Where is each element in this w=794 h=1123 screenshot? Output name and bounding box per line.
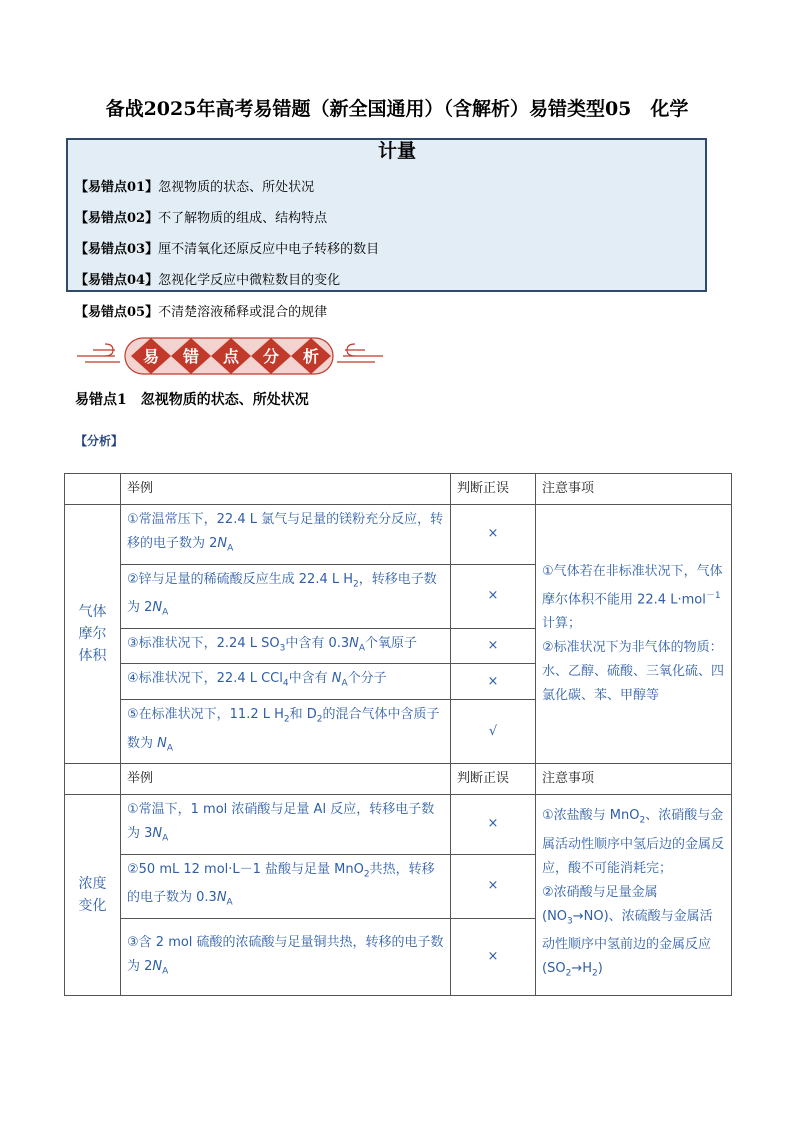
- header-note: 注意事项: [536, 764, 732, 795]
- header-example: 举例: [121, 474, 451, 505]
- example-cell: ④标准状况下，22.4 L CCl$_4$中含有 $N_A$个分子: [121, 664, 451, 700]
- banner-char-3: 点: [222, 347, 240, 366]
- example-cell: ①常温常压下，22.4 L 氯气与足量的镁粉充分反应，转移的电子数为 $2N_A$: [121, 505, 451, 565]
- note-cell-gas: ①气体若在非标准状况下，气体摩尔体积不能用 22.4 L·mol$^{-1}$计算； ②标准状况下为非气体的物质：水、乙醇、硫酸、三氧化硫、四氯化碳、苯、甲醇等: [536, 505, 732, 764]
- example-cell: ①常温下，1 mol 浓硝酸与足量 Al 反应，转移电子数为 $3N_A$: [121, 795, 451, 855]
- judge-cell: ×: [451, 505, 536, 565]
- example-cell: ②锌与足量的稀硫酸反应生成 22.4 L $H_2$，转移电子数为 $2N_A$: [121, 564, 451, 628]
- header-judge: 判断正误: [451, 764, 536, 795]
- table-header-row: [65, 764, 732, 795]
- table-row: [65, 505, 732, 565]
- table-row: [65, 795, 732, 855]
- section-title: 易错点1 忽视物质的状态、所处状况: [75, 392, 309, 408]
- banner-char-5: 析: [302, 347, 320, 366]
- analysis-label: 【分析】: [75, 434, 124, 448]
- error-point-5: 【易错点05】不清楚溶液稀释或混合的规律: [75, 305, 328, 320]
- judge-cell: √: [451, 699, 536, 763]
- example-cell: ⑤在标准状况下，11.2 L $H_2$和 $D_2$的混合气体中含质子数为 $N_A$: [121, 699, 451, 763]
- analysis-table: [64, 473, 732, 996]
- error-point-4: 【易错点04】忽视化学反应中微粒数目的变化: [75, 273, 341, 288]
- header-example: 举例: [121, 764, 451, 795]
- analysis-banner: [75, 334, 385, 378]
- banner-char-2: 错: [182, 347, 200, 366]
- judge-cell: ×: [451, 664, 536, 700]
- judge-cell: ×: [451, 854, 536, 918]
- judge-cell: ×: [451, 628, 536, 664]
- example-cell: ③含 2 mol 硫酸的浓硫酸与足量铜共热，转移的电子数为 $2N_A$: [121, 918, 451, 995]
- error-point-2: 【易错点02】不了解物质的组成、结构特点: [75, 211, 328, 226]
- error-point-3: 【易错点03】厘不清氧化还原反应中电子转移的数目: [75, 242, 380, 257]
- table-header-row: [65, 474, 732, 505]
- header-judge: 判断正误: [451, 474, 536, 505]
- category-gas-molar-volume: 气体 摩尔 体积: [65, 505, 121, 764]
- category-concentration-change: 浓度 变化: [65, 795, 121, 996]
- error-point-1: 【易错点01】忽视物质的状态、所处状况: [75, 180, 315, 195]
- header-note: 注意事项: [536, 474, 732, 505]
- example-cell: ③标准状况下，2.24 L $SO_3$中含有 $0.3N_A$个氧原子: [121, 628, 451, 664]
- judge-cell: ×: [451, 918, 536, 995]
- document-title-continued: 计量: [377, 140, 416, 162]
- judge-cell: ×: [451, 795, 536, 855]
- judge-cell: ×: [451, 564, 536, 628]
- banner-char-4: 分: [262, 347, 280, 366]
- note-cell-concentration: ①浓盐酸与 MnO$_2$、浓硝酸与金属活动性顺序中氢后边的金属反应，酸不可能消耗完； ②浓硝酸与足量金属$(NO_3\to NO)$、浓硫酸与金属活动性顺序中氢前边的金属反应$(SO_2\to H_2)$: [536, 795, 732, 996]
- document-title: 备战2025年高考易错题（新全国通用）（含解析）易错类型05 化学: [105, 98, 689, 120]
- banner-char-1: 易: [142, 347, 160, 366]
- example-cell: ②50 mL 12 mol·L－1 盐酸与足量 MnO$_2$共热，转移的电子数为 $0.3N_A$: [121, 854, 451, 918]
